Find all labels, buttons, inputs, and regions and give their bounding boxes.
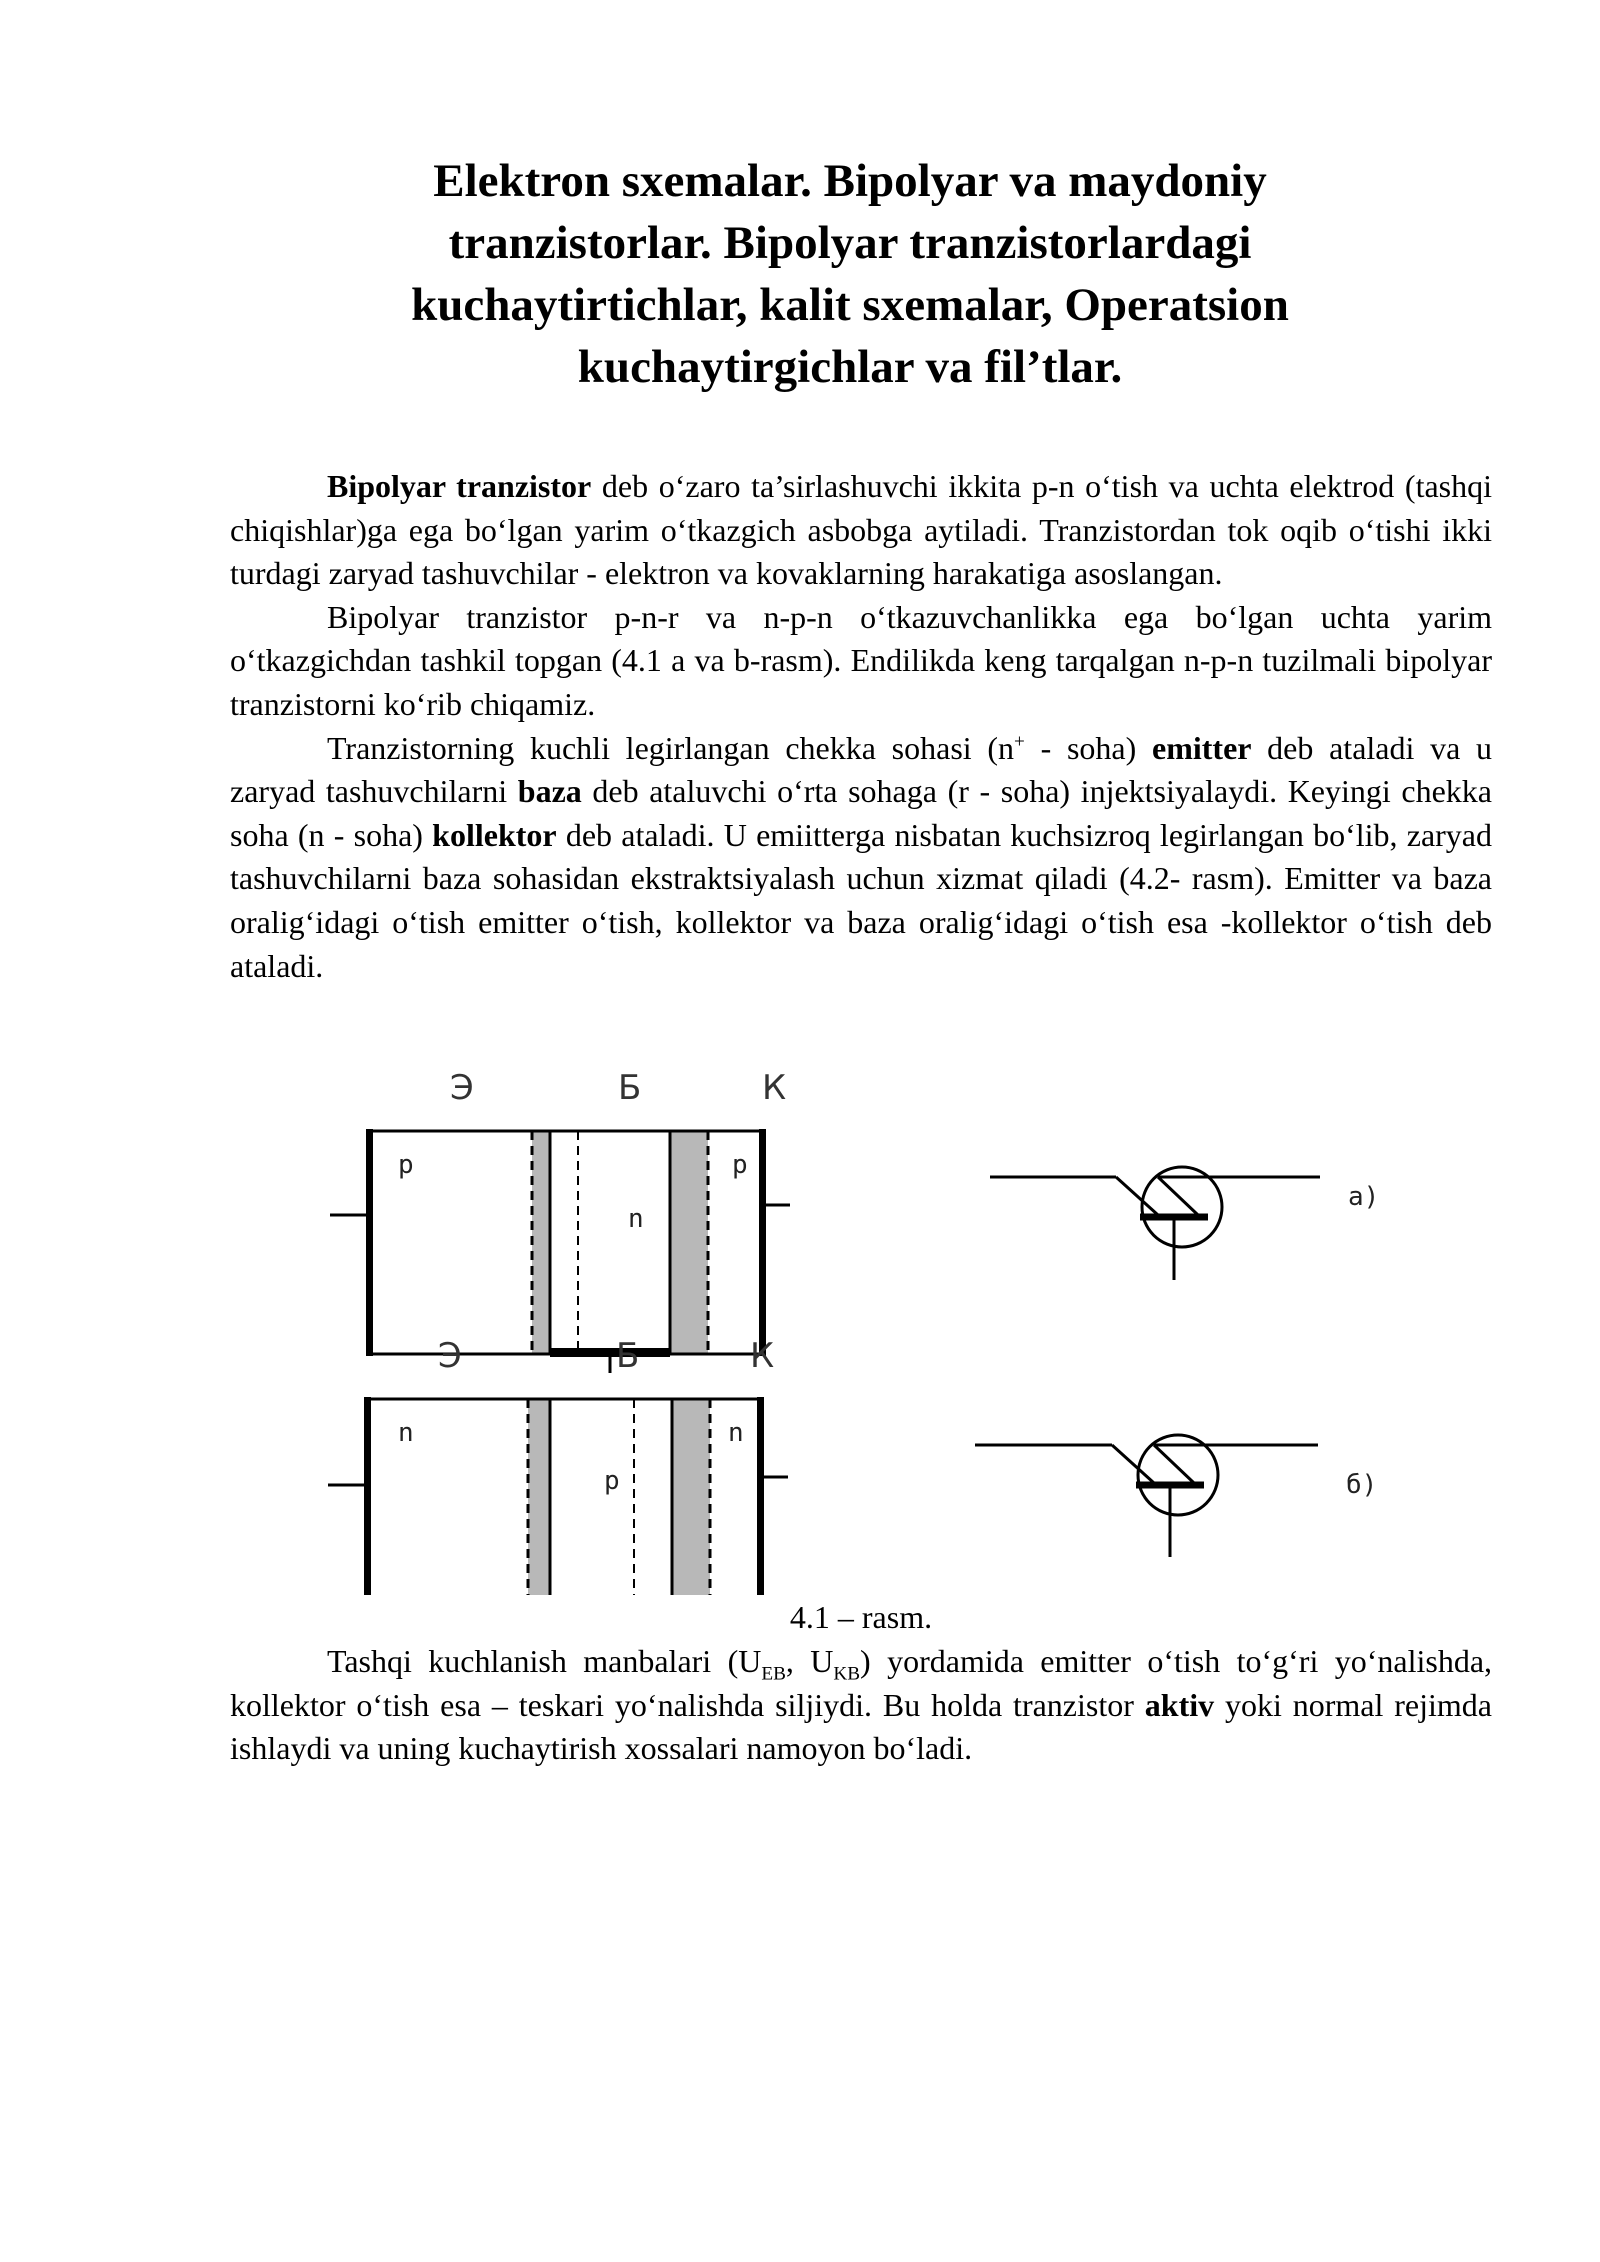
label-collector-top: К (762, 1068, 787, 1108)
transistor-symbol-top (990, 1167, 1379, 1280)
para3-text-5: deb ataladi. U emiitterga nisbatan kuchsizroq legirlangan bo‘lib, zaryad tashuvchilarni baza sohasidan ekstraktsiyalash uchun xizmat qiladi (4.2- rasm). Emitter va baza oralig‘idagi o‘tish emitter o‘tish, kollektor va baza oralig‘idagi o‘tish esa -kollektor o‘tish deb ataladi. (230, 816, 1493, 984)
emitter-contact-top (366, 1129, 373, 1356)
label-base-top: Б (618, 1068, 642, 1108)
para4-text-3: ) yordamida emitter o‘tish to‘g‘ri yo‘nalishda, kollektor o‘tish esa – teskari yo‘nalishda siljiydi. Bu holda tranzistor (230, 1643, 1493, 1723)
transistor-symbol-bottom (975, 1435, 1377, 1557)
depletion-right-bottom (672, 1399, 710, 1595)
depletion-left-top (532, 1131, 550, 1354)
emitter-contact-bottom (364, 1397, 371, 1595)
symbol-collector-line (1154, 1445, 1194, 1483)
depletion-right-top (670, 1131, 708, 1354)
term-collector: kollektor (432, 816, 557, 853)
para3-text-4: deb ataluvchi o‘rta sohaga (r - soha) injektsiyalaydi. Keyingi chekka soha (n - soha) (230, 773, 1492, 853)
base-contact-top (550, 1348, 670, 1357)
body-text-upper (230, 465, 1492, 988)
para4-text-2: , U (785, 1643, 834, 1679)
label-collector-bottom: К (750, 1336, 775, 1376)
region-mid-bottom: p (604, 1466, 620, 1496)
region-right-top: p (732, 1150, 748, 1180)
paragraph-active-mode (230, 1640, 1492, 1771)
subscript-kb: KB (833, 1663, 861, 1685)
term-bipolar-transistor: Bipolyar tranzistor (327, 468, 592, 504)
region-left-top: p (398, 1150, 414, 1180)
structure-top (330, 1068, 790, 1373)
symbol-collector-line (1158, 1177, 1198, 1215)
region-right-bottom: n (728, 1418, 744, 1448)
transistor-figure-svg (310, 1065, 1410, 1595)
paragraph-regions (230, 727, 1492, 989)
collector-contact-bottom (757, 1397, 764, 1595)
region-mid-top: n (628, 1204, 644, 1234)
body-text-lower (230, 1640, 1492, 1771)
subscript-eb: EB (761, 1663, 786, 1685)
structure-bottom (328, 1336, 788, 1595)
figure-caption: 4.1 – rasm. (789, 1599, 933, 1635)
para3-text-3: deb ataladi va u zaryad tashuvchilarni (230, 729, 1493, 810)
transistor-symbol-circle (1142, 1167, 1222, 1247)
transistor-figure (310, 1065, 1410, 1595)
figure-tag-a: a) (1348, 1182, 1380, 1212)
title-line-1: Elektron sxemalar. Bipolyar va maydoniy (433, 155, 1267, 207)
paragraph-definition (230, 465, 1492, 596)
title-line-2: tranzistorlar. Bipolyar tranzistorlardagi (448, 217, 1252, 269)
term-active: aktiv (1144, 1686, 1215, 1723)
label-emitter-bottom: Э (438, 1336, 462, 1376)
para3-text-1: Tranzistorning kuchli legirlangan chekka sohasi (n (327, 729, 1015, 766)
transistor-symbol-circle (1138, 1435, 1218, 1515)
para3-text-2: - soha) (1024, 729, 1152, 766)
term-base: baza (517, 773, 582, 810)
depletion-left-bottom (528, 1399, 550, 1595)
paragraph-structure: Bipolyar tranzistor p-n-r va n-p-n o‘tkazuvchanlikka ega bo‘lgan uchta yarim o‘tkazgichdan tashkil topgan (4.1 a va b-rasm). Endilikda keng tarqalgan n-p-n tuzilmali bipolyar tranzistorni ko‘rib chiqamiz. (230, 598, 1492, 722)
figure-tag-b: б) (1346, 1470, 1378, 1500)
title-line-4: kuchaytirgichlar va fil’tlar. (577, 341, 1123, 393)
para4-text-1: Tashqi kuchlanish manbalari (U (327, 1643, 762, 1679)
collector-contact-top (759, 1129, 766, 1356)
paragraph-definition-text: deb o‘zaro ta’sirlashuvchi ikkita p-n o‘tish va uchta elektrod (tashqi chiqishlar)ga ega bo‘lgan yarim o‘tkazgich asbobga aytiladi. Tranzistordan tok oqib o‘tishi ikki turdagi zaryad tashuvchilar - elektron va kovaklarning harakatiga asoslangan. (230, 468, 1493, 592)
para4-text-4: yoki normal rejimda ishlaydi va uning kuchaytirish xossalari namoyon bo‘ladi. (230, 1686, 1493, 1767)
label-emitter-top: Э (450, 1068, 474, 1108)
region-left-bottom: n (398, 1418, 414, 1448)
label-base-bottom: Б (616, 1336, 640, 1376)
title-line-3: kuchaytirtichlar, kalit sxemalar, Operatsion (411, 279, 1289, 331)
page-title (300, 150, 1400, 398)
term-emitter: emitter (1152, 729, 1252, 766)
para3-superscript: + (1014, 730, 1025, 752)
